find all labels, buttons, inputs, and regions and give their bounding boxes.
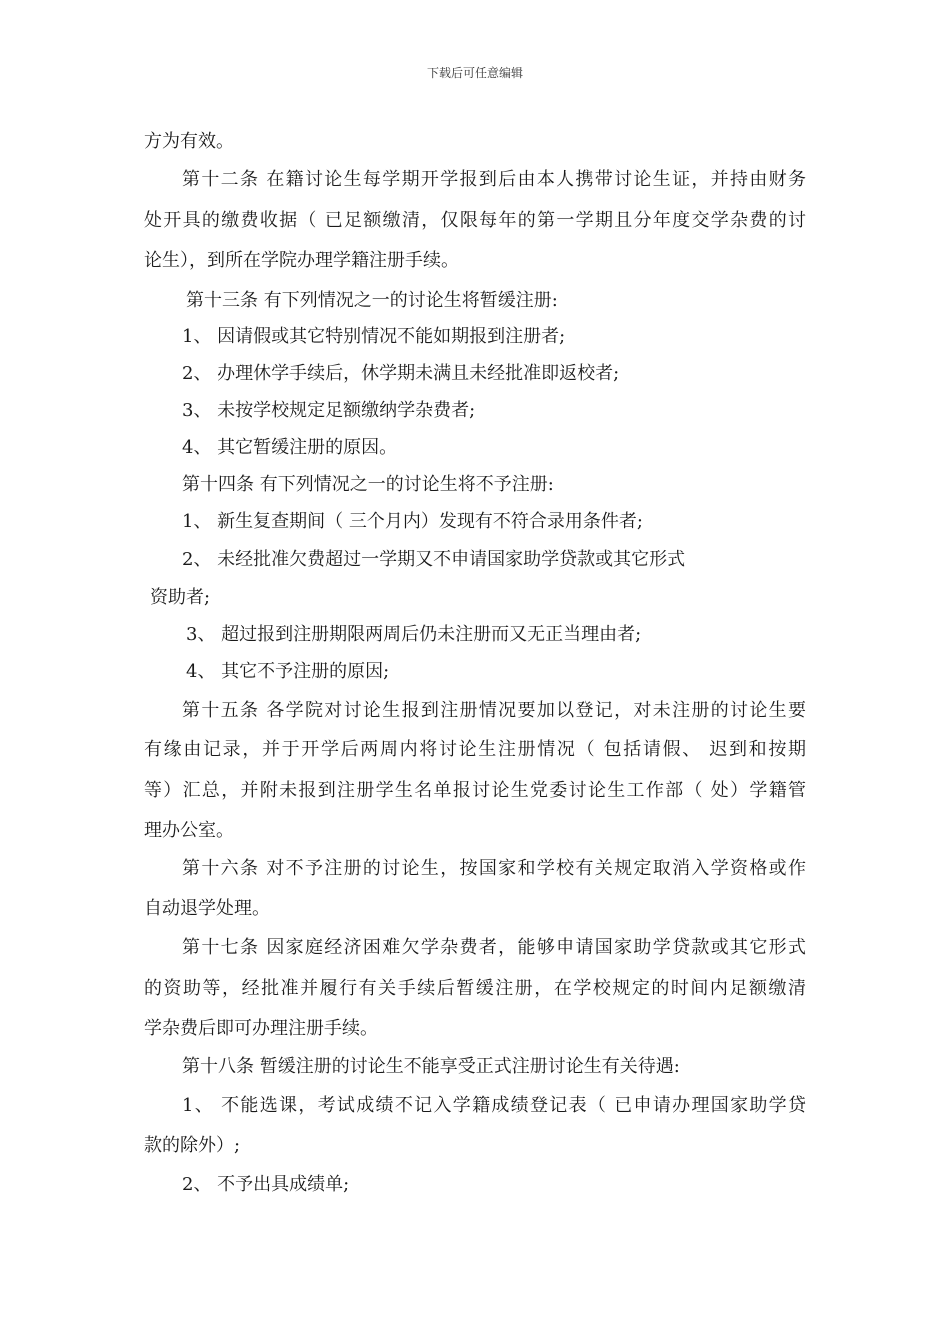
- body-line: 2、 未经批准欠费超过一学期又不申请国家助学贷款或其它形式: [182, 549, 686, 570]
- body-line: 第十八条 暂缓注册的讨论生不能享受正式注册讨论生有关待遇:: [182, 1056, 680, 1077]
- body-line: 有缘由记录，并于开学后两周内将讨论生注册情况（ 包括请假、 迟到和按期: [144, 739, 806, 760]
- body-line: 论生），到所在学院办理学籍注册手续。: [144, 250, 459, 271]
- body-line: 3、 未按学校规定足额缴纳学杂费者;: [182, 400, 476, 421]
- body-line: 方为有效。: [144, 131, 234, 152]
- body-line: 的资助等，经批准并履行有关手续后暂缓注册，在学校规定的时间内足额缴清: [144, 978, 806, 999]
- body-line: 3、 超过报到注册期限两周后仍未注册而又无正当理由者;: [186, 624, 642, 645]
- body-line: 第十五条 各学院对讨论生报到注册情况要加以登记，对未注册的讨论生要: [182, 700, 806, 721]
- body-line: 2、 不予出具成绩单;: [182, 1174, 350, 1195]
- body-line: 1、 因请假或其它特别情况不能如期报到注册者;: [182, 326, 566, 347]
- body-line: 自动退学处理。: [144, 898, 270, 919]
- body-line: 第十三条 有下列情况之一的讨论生将暂缓注册:: [186, 290, 558, 311]
- page-header: 下载后可任意编辑: [426, 66, 523, 80]
- body-line: 处开具的缴费收据（ 已足额缴清，仅限每年的第一学期且分年度交学杂费的讨: [144, 210, 806, 231]
- body-line: 4、 其它暂缓注册的原因。: [182, 437, 398, 458]
- body-line: 款的除外）;: [144, 1135, 241, 1156]
- body-line: 4、 其它不予注册的原因;: [186, 661, 390, 682]
- body-line: 理办公室。: [144, 820, 234, 841]
- body-line: 1、 新生复查期间（ 三个月内）发现有不符合录用条件者;: [182, 511, 643, 532]
- body-line: 第十七条 因家庭经济困难欠学杂费者，能够申请国家助学贷款或其它形式: [182, 937, 806, 958]
- body-line: 学杂费后即可办理注册手续。: [144, 1018, 378, 1039]
- body-line: 第十四条 有下列情况之一的讨论生将不予注册:: [182, 474, 554, 495]
- body-line: 第十六条 对不予注册的讨论生，按国家和学校有关规定取消入学资格或作: [182, 858, 806, 879]
- body-line: 资助者;: [150, 587, 211, 608]
- body-line: 1、 不能选课，考试成绩不记入学籍成绩登记表（ 已申请办理国家助学贷: [182, 1095, 806, 1116]
- body-line: 2、 办理休学手续后，休学期未满且未经批准即返校者;: [182, 363, 620, 384]
- body-line: 第十二条 在籍讨论生每学期开学报到后由本人携带讨论生证，并持由财务: [182, 169, 806, 190]
- body-line: 等）汇总，并附未报到注册学生名单报讨论生党委讨论生工作部（ 处）学籍管: [144, 780, 806, 801]
